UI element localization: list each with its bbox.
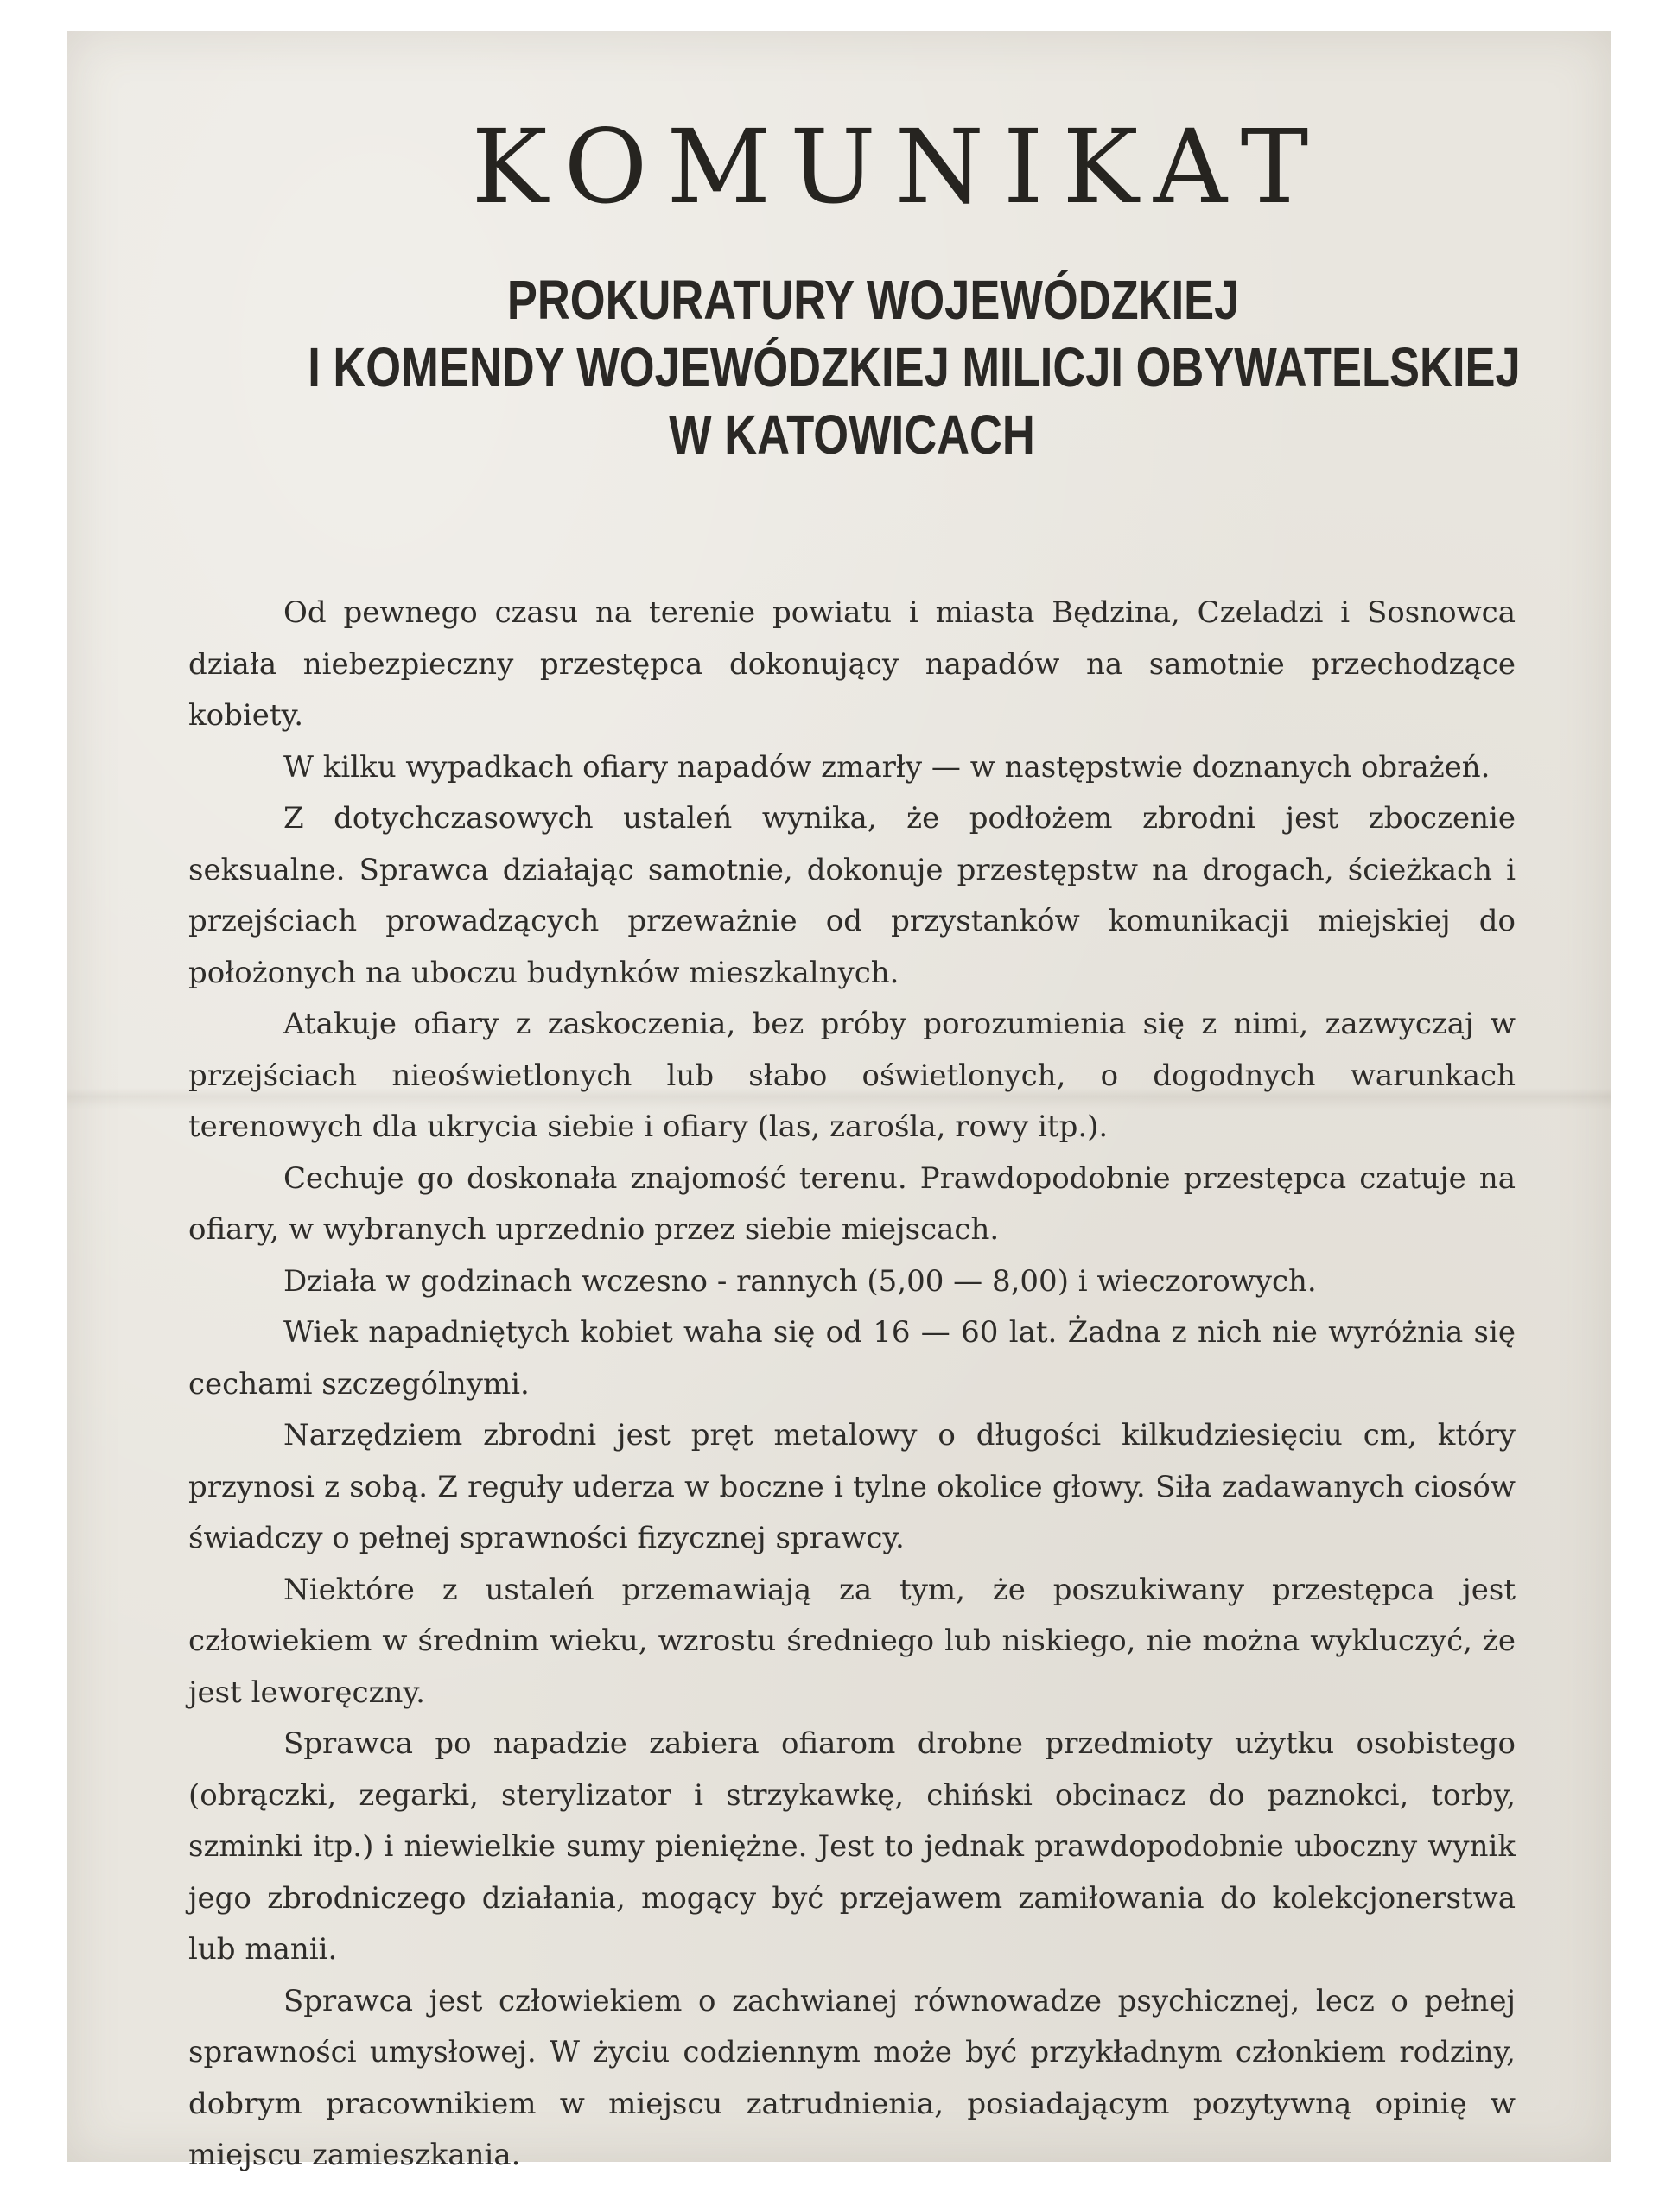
paragraph: Sprawca po napadzie zabiera ofiarom drobne przedmioty użytku osobistego (obrączki, zegarki, sterylizator i strzykawkę, chiński obcinacz do paznokci, torby, szminki itp.) i niewielkie sumy pieniężne. Jest to jednak prawdopodobnie uboczny wynik jego zbrodniczego działania, mogący być przejawem zamiłowania do kolekcjonerstwa lub manii. — [188, 1726, 1516, 1967]
document-title: KOMUNIKAT — [471, 107, 1328, 226]
paragraph: W kilku wypadkach ofiary napadów zmarły — w następstwie doznanych obrażeń. — [283, 749, 1491, 785]
paragraph: Atakuje ofiary z zaskoczenia, bez próby porozumienia się z nimi, zazwyczaj w przejściach nieoświetlonych lub słabo oświetlonych, o dogodnych warunkach terenowych dla ukrycia siebie i ofiary (las, zarośla, rowy itp.). — [188, 1007, 1516, 1145]
paragraph: Cechuje go doskonała znajomość terenu. Prawdopodobnie przestępca czatuje na ofiary, w wybranych uprzednio przez siebie miejscach. — [188, 1160, 1516, 1248]
document-body — [188, 588, 1516, 2182]
paragraph: Od pewnego czasu na terenie powiatu i miasta Będzina, Czeladzi i Sosnowca działa niebezpieczny przestępca dokonujący napadów na samotnie przechodzące kobiety. — [188, 595, 1516, 734]
subtitle-line-3: W KATOWICACH — [669, 404, 1035, 467]
paragraph: Sprawca jest człowiekiem o zachwianej równowadze psychicznej, lecz o pełnej sprawności umysłowej. W życiu codziennym może być przykładnym członkiem rodziny, dobrym pracownikiem w miejscu zatrudnienia, posiadającym pozytywną opinię w miejscu zamieszkania. — [188, 1983, 1516, 2173]
paragraph: Z dotychczasowych ustaleń wynika, że podłożem zbrodni jest zboczenie seksualne. Sprawca działając samotnie, dokonuje przestępstw na drogach, ścieżkach i przejściach prowadzących przeważnie od przystanków komunikacji miejskiej do położonych na uboczu budynków mieszkalnych. — [188, 801, 1516, 990]
paragraph: Wiek napadniętych kobiet waha się od 16 — 60 lat. Żadna z nich nie wyróżnia się cechami szczególnymi. — [188, 1315, 1516, 1402]
paragraph: Działa w godzinach wczesno - rannych (5,00 — 8,00) i wieczorowych. — [283, 1263, 1317, 1299]
subtitle-line-1: PROKURATURY WOJEWÓDZKIEJ — [506, 268, 1240, 331]
notice-sheet — [67, 31, 1611, 2173]
paragraph: Niektóre z ustaleń przemawiają za tym, że poszukiwany przestępca jest człowiekiem w średnim wieku, wzrostu średniego lub niskiego, nie można wykluczyć, że jest leworęczny. — [188, 1572, 1516, 1710]
paragraph: Narzędziem zbrodni jest pręt metalowy o długości kilkudziesięciu cm, który przynosi z sobą. Z reguły uderza w boczne i tylne okolice głowy. Siła zadawanych ciosów świadczy o pełnej sprawności fizycznej sprawcy. — [188, 1418, 1516, 1556]
subtitle-line-2: I KOMENDY WOJEWÓDZKIEJ MILICJI OBYWATELSKIEJ — [308, 335, 1521, 398]
